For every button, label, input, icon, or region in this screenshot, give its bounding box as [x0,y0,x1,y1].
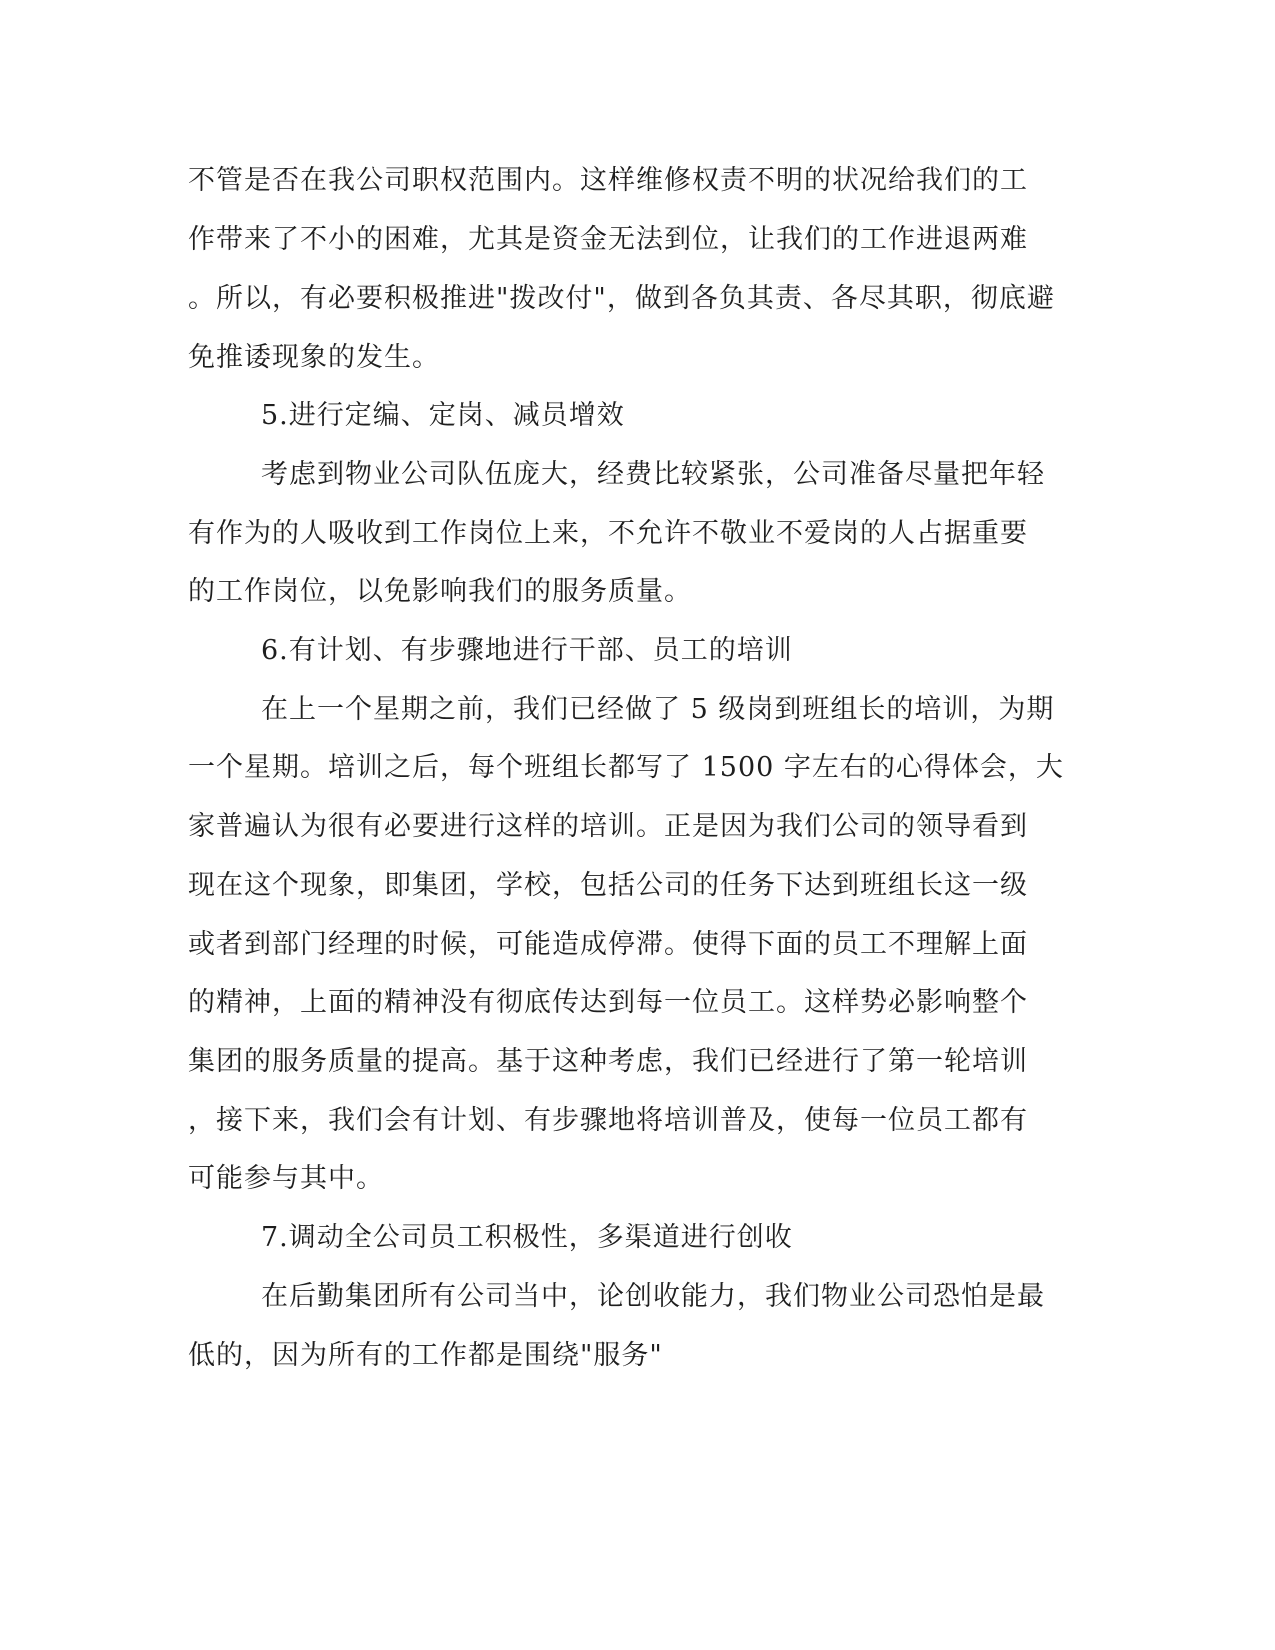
paragraph-line: 现在这个现象，即集团，学校，包括公司的任务下达到班组长这一级 [188,870,1028,901]
paragraph-line: ，接下来，我们会有计划、有步骤地将培训普及，使每一位员工都有 [188,1105,1028,1136]
section-heading: 7.调动全公司员工积极性，多渠道进行创收 [261,1222,793,1253]
paragraph-line: 或者到部门经理的时候，可能造成停滞。使得下面的员工不理解上面 [188,929,1028,960]
paragraph-line: 免推诿现象的发生。 [188,342,440,373]
paragraph-line: 不管是否在我公司职权范围内。这样维修权责不明的状况给我们的工 [188,165,1028,196]
paragraph-line: 低的，因为所有的工作都是围绕"服务" [188,1340,663,1371]
paragraph-line: 可能参与其中。 [188,1163,384,1194]
paragraph-line: 的精神，上面的精神没有彻底传达到每一位员工。这样势必影响整个 [188,987,1028,1018]
section-heading: 5.进行定编、定岗、减员增效 [261,400,625,431]
paragraph-line: 在上一个星期之前，我们已经做了 5 级岗到班组长的培训，为期 [261,694,1055,725]
section-heading: 6.有计划、有步骤地进行干部、员工的培训 [261,635,793,666]
paragraph-line: 作带来了不小的困难，尤其是资金无法到位，让我们的工作进退两难 [188,224,1028,255]
paragraph-line: 在后勤集团所有公司当中，论创收能力，我们物业公司恐怕是最 [261,1281,1045,1312]
paragraph-line: 。所以，有必要积极推进"拨改付"，做到各负其责、各尽其职，彻底避 [188,283,1055,314]
paragraph-line: 家普遍认为很有必要进行这样的培训。正是因为我们公司的领导看到 [188,811,1028,842]
paragraph-line: 有作为的人吸收到工作岗位上来，不允许不敬业不爱岗的人占据重要 [188,518,1028,549]
paragraph-line: 的工作岗位，以免影响我们的服务质量。 [188,576,692,607]
paragraph-line: 一个星期。培训之后，每个班组长都写了 1500 字左右的心得体会，大 [188,752,1064,783]
paragraph-line: 考虑到物业公司队伍庞大，经费比较紧张，公司准备尽量把年轻 [261,459,1045,490]
paragraph-line: 集团的服务质量的提高。基于这种考虑，我们已经进行了第一轮培训 [188,1046,1028,1077]
